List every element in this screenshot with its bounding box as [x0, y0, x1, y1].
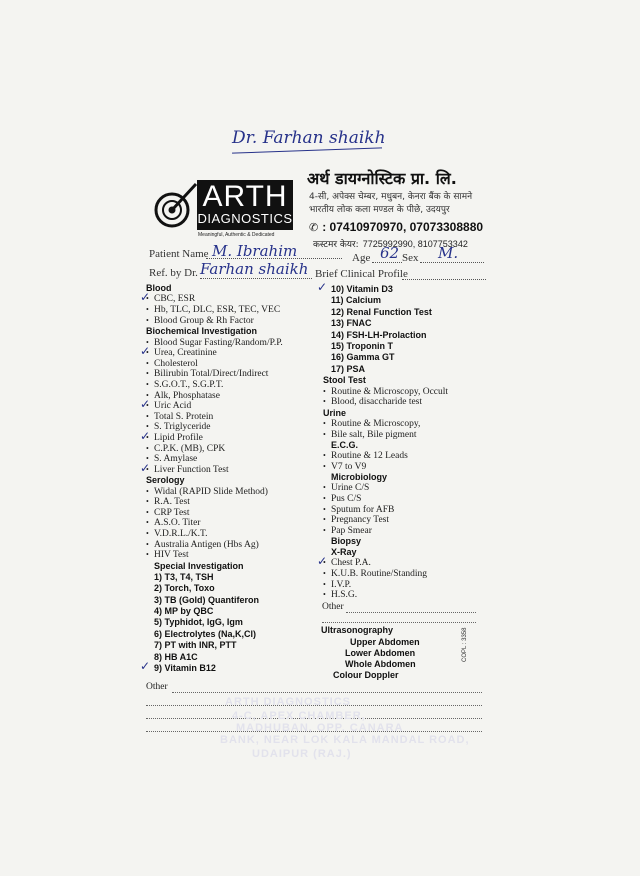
right-test-h-s-g: • H.S.G.: [323, 590, 448, 601]
right-section-microbiology: Microbiology: [331, 472, 387, 483]
left-test-hiv-test: • HIV Test: [146, 550, 283, 561]
sex-value: M.: [438, 244, 459, 262]
usg-upper-abdomen: Upper Abdomen: [350, 637, 420, 647]
handwritten-underline: [232, 147, 382, 153]
stamp-line-2: 4-C, APEX CHAMBER,: [232, 710, 366, 722]
right-section-x-ray: X-Ray: [331, 547, 357, 558]
stamp-line-5: UDAIPUR (RAJ.): [252, 748, 352, 760]
left-test-blood-sugar-fasting-random-p-p: • Blood Sugar Fasting/Random/P.P.: [146, 338, 283, 349]
right-test-v7-to-v9: • V7 to V9: [323, 462, 448, 473]
left-test-c-p-k-mb-cpk: • C.P.K. (MB), CPK: [146, 444, 283, 455]
left-test-cbc-esr: • CBC, ESR ✓: [146, 294, 283, 305]
left-test-hb-tlc-dlc-esr-tec-vec: • Hb, TLC, DLC, ESR, TEC, VEC: [146, 305, 283, 316]
left-section-biochemical-investigation: Biochemical Investigation: [146, 326, 258, 337]
address-line-2: भारतीय लोक कला मण्डल के पीछे, उदयपुर: [309, 205, 450, 215]
usg-whole-abdomen: Whole Abdomen: [345, 659, 416, 669]
right-test-blood-disaccharide-test: • Blood, disaccharide test: [323, 397, 448, 408]
usg-colour-doppler: Colour Doppler: [333, 670, 399, 680]
right-test-k-u-b-routine-standing: • K.U.B. Routine/Standing: [323, 569, 448, 580]
arth-logo-mark: [152, 180, 200, 235]
ref-value: Farhan shaikh: [200, 260, 309, 278]
left-test-a-s-o-titer: • A.S.O. Titer: [146, 518, 283, 529]
right-section-stool-test: Stool Test: [323, 375, 366, 386]
right-test-pap-smear: • Pap Smear: [323, 526, 448, 537]
patient-name-value: M. Ibrahim: [212, 242, 298, 260]
right-test-i-v-p: • I.V.P.: [323, 580, 448, 591]
arth-logo-box: [197, 180, 293, 230]
sex-label: Sex: [402, 252, 419, 264]
clinical-profile-label: Brief Clinical Profile: [315, 268, 408, 280]
stamp-line-3: MADHUBAN, OPP. CANARA: [236, 722, 404, 734]
left-test-4-mp-by-qbc: 4) MP by QBC: [154, 606, 214, 616]
ref-line: [200, 278, 312, 279]
right-test-pregnancy-test: • Pregnancy Test: [323, 515, 448, 526]
right-test-11-calcium: 11) Calcium: [331, 295, 382, 306]
right-test-routine-microscopy: • Routine & Microscopy,: [323, 419, 448, 430]
left-test-urea-creatinine: • Urea, Creatinine ✓: [146, 348, 283, 359]
right-test-pus-c-s: • Pus C/S: [323, 494, 448, 505]
left-test-v-d-r-l-k-t: • V.D.R.L./K.T.: [146, 529, 283, 540]
left-test-blood-group-rh-factor: • Blood Group & Rh Factor: [146, 316, 283, 327]
clinical-profile-line: [402, 279, 486, 280]
left-test-liver-function-test: • Liver Function Test ✓: [146, 465, 283, 476]
tick-mark-icon: ✓: [140, 290, 151, 305]
right-test-chest-p-a: • Chest P.A. ✓: [323, 558, 448, 569]
age-label: Age: [352, 252, 371, 264]
left-test-lipid-profile: • Lipid Profile ✓: [146, 433, 283, 444]
left-test-7-pt-with-inr-ptt: 7) PT with INR, PTT: [154, 640, 237, 651]
left-test-bilirubin-total-direct-indirect: • Bilirubin Total/Direct/Indirect: [146, 369, 283, 380]
ultrasonography-title: Ultrasonography: [321, 625, 394, 635]
sex-line: [420, 262, 484, 263]
left-test-crp-test: • CRP Test: [146, 508, 283, 519]
print-code: COPL : 3358: [462, 627, 468, 662]
left-test-1-t3-t4-tsh: 1) T3, T4, TSH: [154, 571, 214, 582]
right-section-urine: Urine: [323, 407, 347, 418]
handwritten-doctor-note: Dr. Farhan shaikh: [232, 128, 386, 148]
patient-name-label: Patient Name: [149, 248, 209, 260]
other-line-1: [172, 692, 482, 693]
right-other-line-2: [322, 622, 476, 623]
right-section-biopsy: Biopsy: [331, 536, 362, 547]
address-line-1: 4-सी, अपेक्स चेम्बर, मधुबन, केनरा बैंक के सामने: [309, 192, 473, 202]
right-test-16-gamma-gt: 16) Gamma GT: [331, 352, 395, 363]
right-test-sputum-for-afb: • Sputum for AFB: [323, 505, 448, 516]
left-test-uric-acid: • Uric Acid ✓: [146, 401, 283, 412]
tick-mark-icon: ✓: [140, 428, 151, 443]
right-test-14-fsh-lh-prolaction: 14) FSH-LH-Prolaction: [331, 329, 427, 340]
left-test-8-hb-a1c: 8) HB A1C: [154, 651, 198, 662]
logo-tagline: Meaningful, Authentic & Dedicated: [198, 232, 275, 238]
tick-mark-icon: ✓: [140, 460, 151, 475]
clinic-title: अर्थ डायग्नोस्टिक प्रा. लि.: [307, 169, 457, 188]
right-test-routine-microscopy-occult: • Routine & Microscopy, Occult: [323, 387, 448, 398]
right-test-10-vitamin-d3: 10) Vitamin D3 ✓: [317, 280, 393, 294]
left-test-s-g-o-t-s-g-p-t: • S.G.O.T., S.G.P.T.: [146, 380, 283, 391]
usg-lower-abdomen: Lower Abdomen: [345, 648, 416, 658]
right-test-routine-12-leads: • Routine & 12 Leads: [323, 451, 448, 462]
tick-mark-icon: ✓: [317, 554, 328, 569]
left-test-3-tb-gold-quantiferon: 3) TB (Gold) Quantiferon: [154, 594, 259, 605]
left-test-6-electrolytes-na-k-cl: 6) Electrolytes (Na,K,Cl): [154, 628, 257, 639]
right-test-17-psa: 17) PSA: [331, 363, 366, 374]
stamp-line-4: BANK, NEAR LOK KALA MANDAL ROAD,: [220, 734, 470, 746]
right-test-12-renal-function-test: 12) Renal Function Test: [331, 306, 432, 317]
left-test-5-typhidot-igg-igm: 5) Typhidot, IgG, Igm: [154, 617, 243, 628]
right-test-13-fnac: 13) FNAC: [331, 318, 372, 329]
logo-sub-text: DIAGNOSTICS: [197, 211, 293, 226]
right-test-urine-c-s: • Urine C/S: [323, 483, 448, 494]
left-test-2-torch-toxo: 2) Torch, Toxo: [154, 583, 215, 594]
left-test-alk-phosphatase: • Alk, Phosphatase: [146, 391, 283, 402]
left-section-serology: Serology: [146, 475, 185, 486]
right-section-e-c-g: E.C.G.: [331, 440, 359, 451]
age-value: 62: [380, 244, 400, 262]
left-test-9-vitamin-b12: 9) Vitamin B12 ✓: [140, 658, 216, 673]
left-test-s-triglyceride: • S. Triglyceride: [146, 422, 283, 433]
ref-label: Ref. by Dr.: [149, 267, 198, 279]
left-section-special-investigation: Special Investigation: [154, 560, 244, 571]
left-test-australia-antigen-hbs-ag: • Australia Antigen (Hbs Ag): [146, 540, 283, 551]
tick-mark-icon: ✓: [140, 658, 151, 673]
right-other-label: Other: [322, 602, 344, 612]
tick-mark-icon: ✓: [140, 344, 151, 359]
left-test-r-a-test: • R.A. Test: [146, 497, 283, 508]
phone-numbers: : 07410970970, 07073308880: [322, 220, 484, 234]
right-other-line-1: [346, 612, 476, 613]
left-test-s-amylase: • S. Amylase: [146, 454, 283, 465]
stamp-line-1: ARTH DIAGNOSTICS: [225, 696, 351, 708]
left-test-widal-rapid-slide-method: • Widal (RAPID Slide Method): [146, 487, 283, 498]
left-other-label: Other: [146, 682, 168, 692]
customer-care-numbers: 7725992990, 8107753342: [362, 239, 468, 249]
left-test-total-s-protein: • Total S. Protein: [146, 412, 283, 423]
left-test-cholesterol: • Cholesterol: [146, 359, 283, 370]
right-test-bile-salt-bile-pigment: • Bile salt, Bile pigment: [323, 430, 448, 441]
tests-left-column: [140, 283, 283, 674]
tick-mark-icon: ✓: [317, 280, 328, 294]
tests-right-column: [317, 280, 449, 601]
phone-icon: ✆: [309, 222, 319, 234]
right-test-15-troponin-t: 15) Troponin T: [331, 340, 393, 351]
left-section-blood: Blood: [146, 283, 172, 293]
customer-care-label: कस्टमर केयर:: [313, 240, 359, 250]
age-line: [372, 262, 402, 263]
logo-main-text: ARTH: [202, 180, 288, 213]
tick-mark-icon: ✓: [140, 397, 151, 412]
